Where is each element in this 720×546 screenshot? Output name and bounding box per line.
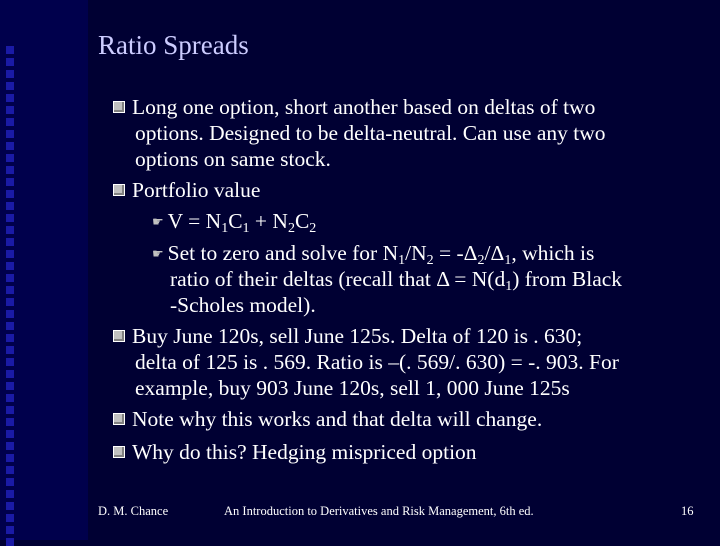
bullet-1-line-1: Long one option, short another based on deltas of two xyxy=(113,94,595,120)
footer-author: D. M. Chance xyxy=(98,504,169,518)
slide-title: Ratio Spreads xyxy=(98,30,249,60)
bullet-3-line-2: delta of 125 is . 569. Ratio is –(. 569/. 630) = -. 903. For xyxy=(135,350,619,374)
bullet-5-line-1: Why do this? Hedging mispriced option xyxy=(113,439,477,465)
sub-bullet-2-line-2: ratio of their deltas (recall that $\Delta = N(d_1)$ from Black xyxy=(170,267,623,294)
bullet-3-line-3: example, buy 903 June 120s, sell 1, 000 June 125s xyxy=(135,376,570,400)
bullet-4-line-1: Note why this works and that delta will change. xyxy=(113,406,542,432)
bullet-1-line-3: options on same stock. xyxy=(135,147,331,171)
square-bullet-icon xyxy=(113,101,125,113)
pointing-hand-icon: ☛ xyxy=(152,214,164,229)
square-bullet-icon xyxy=(113,413,125,425)
sub-bullet-2-line-3: -Scholes model). xyxy=(170,293,316,317)
square-bullet-icon xyxy=(113,446,125,458)
pointing-hand-icon: ☛ xyxy=(152,246,164,261)
footer-book: An Introduction to Derivatives and Risk Management, 6th ed. xyxy=(224,504,534,518)
bullet-3-line-1: Buy June 120s, sell June 125s. Delta of 120 is . 630; xyxy=(113,323,582,349)
bullet-1-line-2: options. Designed to be delta-neutral. Can use any two xyxy=(135,121,606,145)
sub-bullet-2-line-1: ☛ Set to zero and solve for $N_1/N_2 = -\Delta_2/\Delta_1$, which is xyxy=(152,241,595,268)
square-bullet-icon xyxy=(113,184,125,196)
square-bullet-icon xyxy=(113,330,125,342)
footer-page-number: 16 xyxy=(681,504,694,518)
bullet-2-line-1: Portfolio value xyxy=(113,177,260,203)
sub-bullet-1: ☛ $V = N_1C_1 + N_2C_2$ xyxy=(152,209,317,236)
